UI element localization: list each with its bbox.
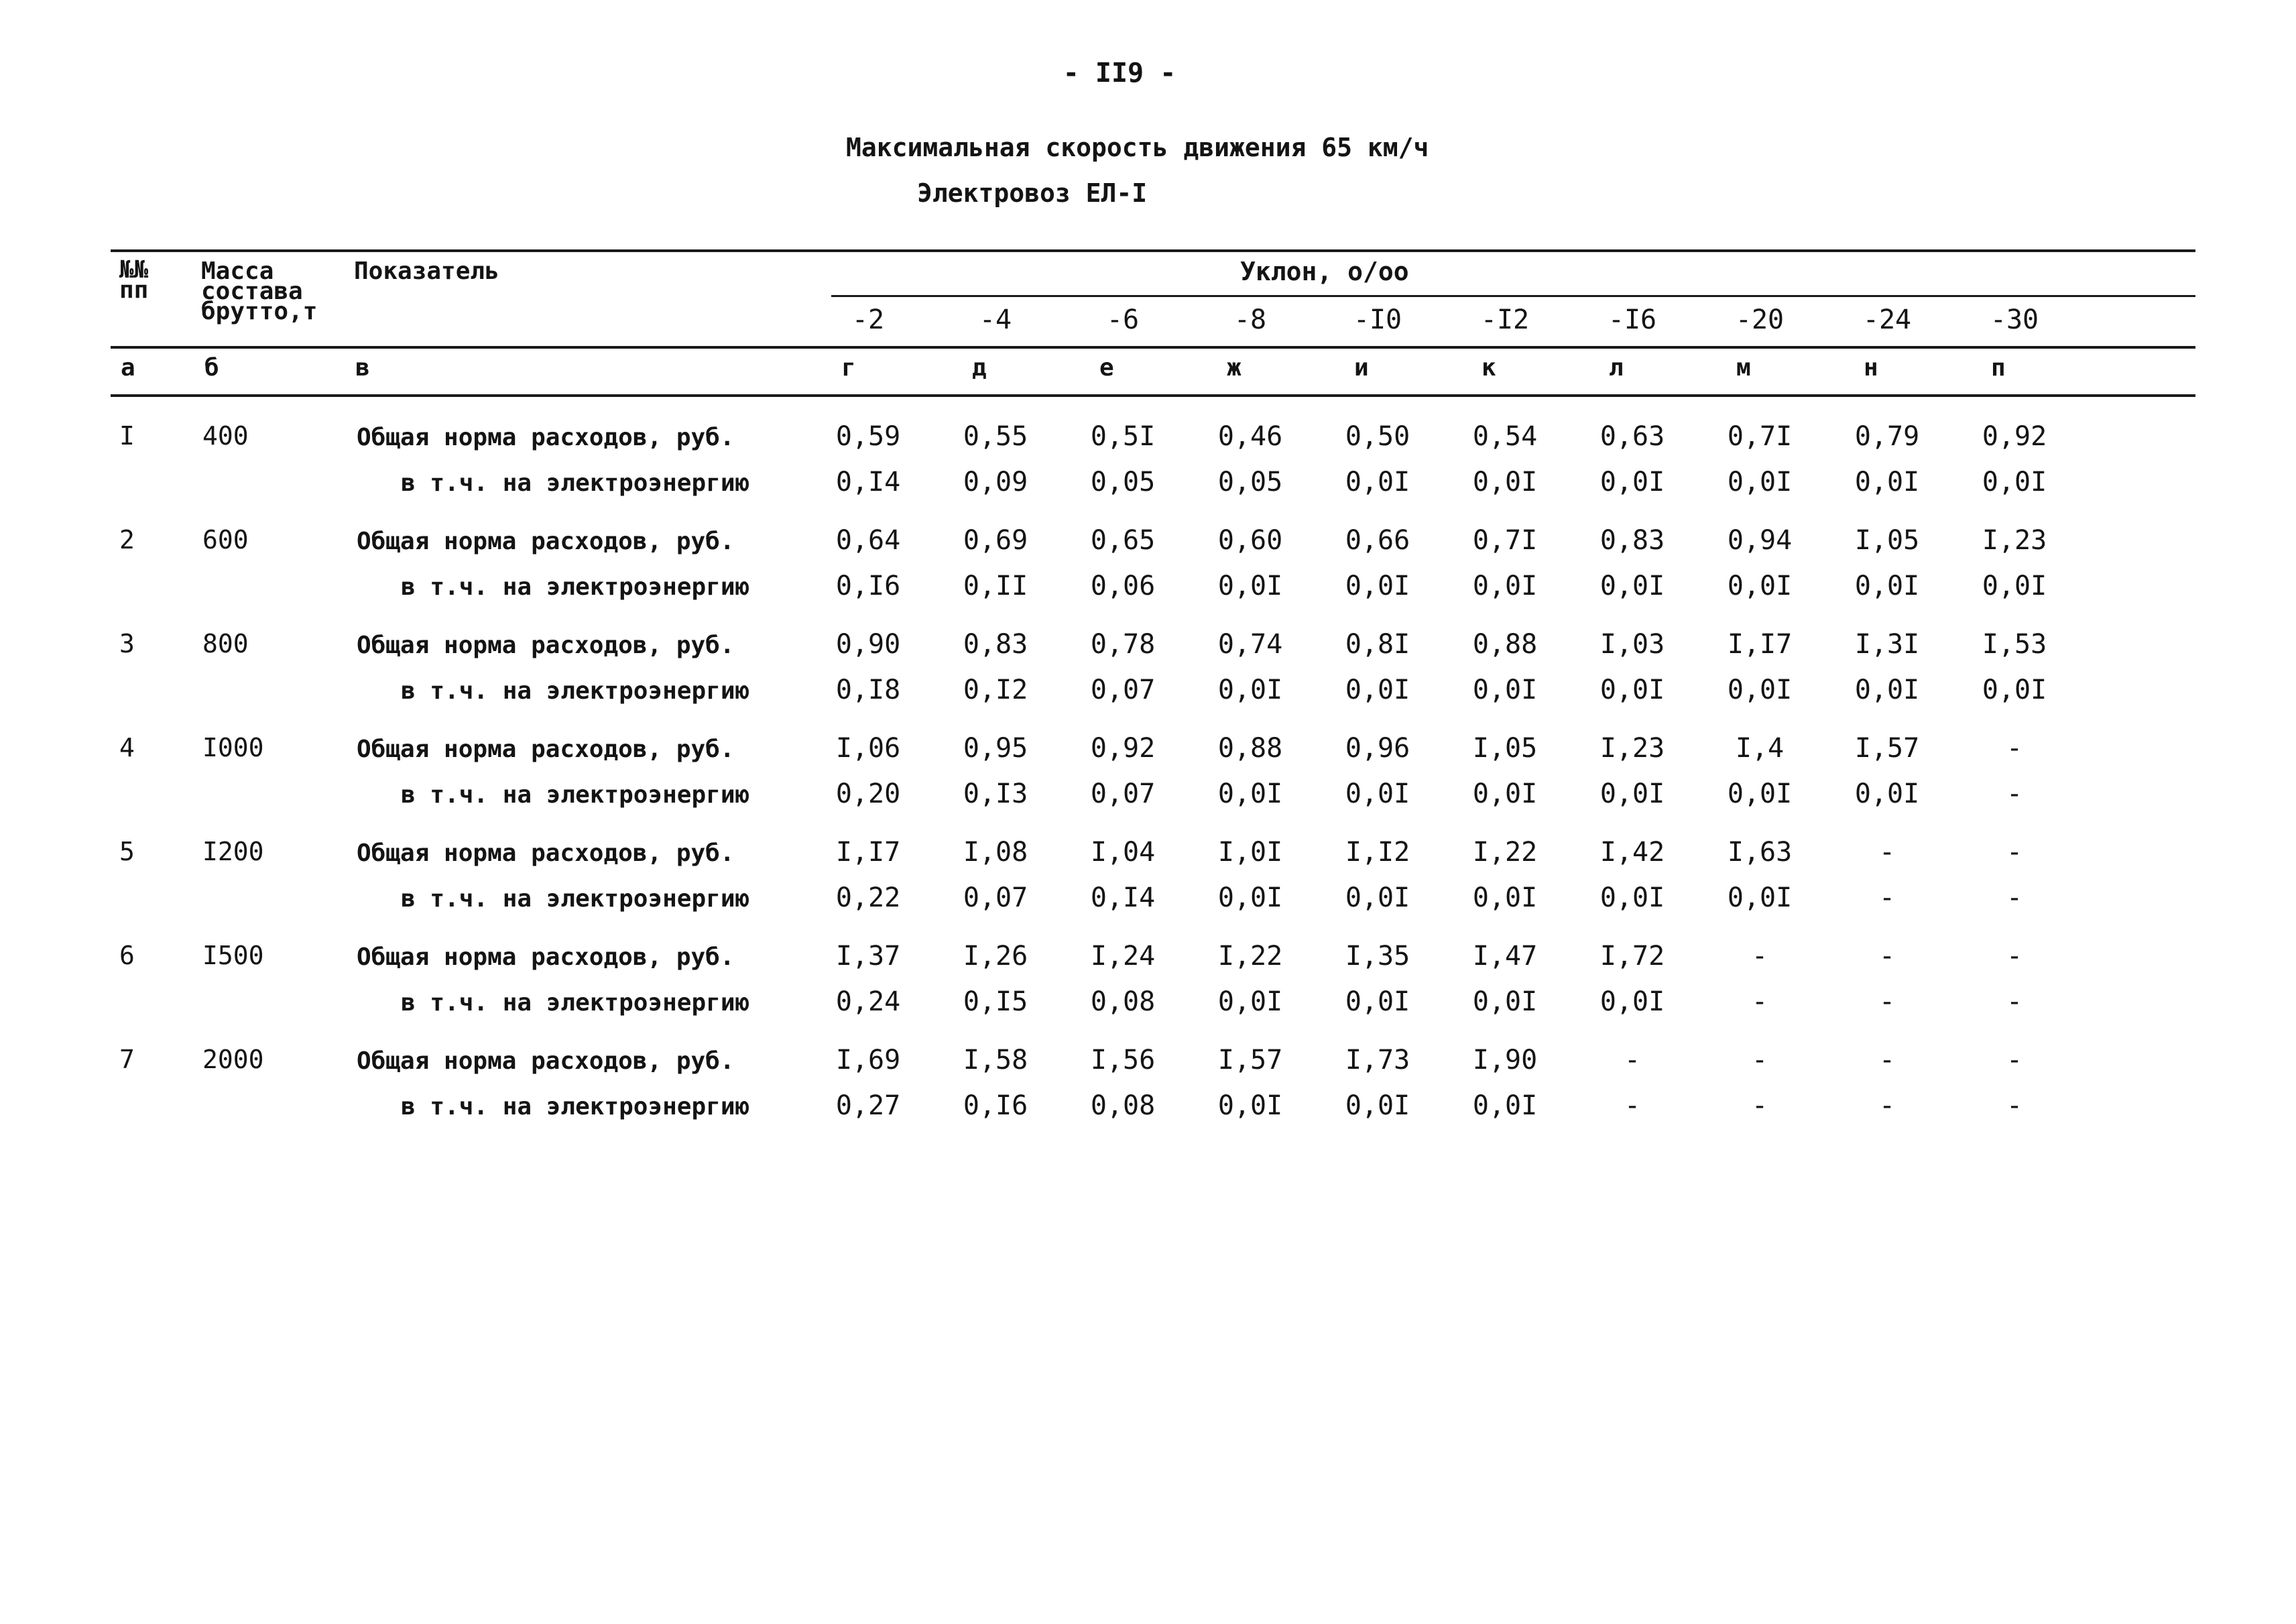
table-cell-electric: 0,07 [1090,675,1156,705]
column-letter-10: м [1736,354,1751,382]
row-number: I [119,421,135,451]
table-cell-total: I,24 [1090,941,1156,972]
slope-header-rule [831,295,2195,297]
table-cell-electric: 0,II [963,571,1028,601]
table-cell-total: I,47 [1472,941,1538,972]
column-letter-12: п [1991,354,2006,382]
table-cell-total: - [1624,1045,1641,1076]
slope-header-5: -I2 [1480,304,1530,335]
row-total-label: Общая норма расходов, руб. [357,528,735,555]
table-cell-electric: 0,0I [1854,467,1920,498]
row-mass: 400 [202,421,249,451]
row-electric-label: в т.ч. на электроэнергию [401,989,750,1017]
table-cell-electric: 0,0I [1472,1090,1538,1121]
table-cell-electric: 0,06 [1090,571,1156,601]
header-indicator: Показатель [354,257,499,285]
page-subtitle: Электровоз ЕЛ-I [917,178,1148,208]
table-cell-total: 0,7I [1472,525,1538,556]
table-cell-electric: 0,0I [1217,571,1283,601]
page-number: - II9 - [1063,58,1176,89]
slope-header-9: -30 [1990,304,2039,335]
row-mass: 600 [202,525,249,555]
table-cell-total: I,23 [1982,525,2047,556]
row-total-label: Общая норма расходов, руб. [357,424,735,451]
row-total-label: Общая норма расходов, руб. [357,632,735,659]
table-cell-electric: 0,0I [1345,986,1410,1017]
table-cell-total: I,69 [835,1045,901,1076]
table-cell-total: I,57 [1854,733,1920,764]
row-electric-label: в т.ч. на электроэнергию [401,781,750,809]
table-cell-electric: - [1878,1090,1896,1121]
table-cell-total: - [2006,1045,2023,1076]
table-cell-electric: - [1751,986,1768,1017]
table-cell-total: 0,54 [1472,421,1538,452]
slope-header-8: -24 [1862,304,1912,335]
table-cell-electric: - [1624,1090,1641,1121]
table-cell-total: 0,46 [1217,421,1283,452]
table-cell-total: - [2006,941,2023,972]
row-number: 6 [119,941,135,970]
table-cell-electric: 0,0I [1727,675,1793,705]
table-cell-electric: 0,05 [1217,467,1283,498]
column-letter-5: е [1099,354,1114,382]
slope-header-2: -6 [1106,304,1140,335]
table-cell-total: 0,63 [1599,421,1665,452]
row-electric-label: в т.ч. на электроэнергию [401,677,750,705]
table-cell-total: 0,55 [963,421,1028,452]
table-cell-total: 0,90 [835,629,901,660]
table-cell-electric: 0,0I [1217,986,1283,1017]
table-cell-total: I,I2 [1345,837,1410,868]
table-cell-total: 0,88 [1472,629,1538,660]
table-cell-total: I,35 [1345,941,1410,972]
table-cell-electric: 0,0I [1472,778,1538,809]
row-mass: 800 [202,629,249,658]
table-cell-total: 0,78 [1090,629,1156,660]
table-cell-total: I,37 [835,941,901,972]
row-number: 3 [119,629,135,658]
table-cell-electric: 0,0I [1599,882,1665,913]
table-cell-total: 0,8I [1345,629,1410,660]
column-letter-6: ж [1227,354,1242,382]
slope-header-6: -I6 [1608,304,1657,335]
table-cell-total: I,73 [1345,1045,1410,1076]
slope-header-1: -4 [979,304,1012,335]
table-cell-electric: 0,0I [1727,571,1793,601]
table-cell-electric: 0,09 [963,467,1028,498]
row-electric-label: в т.ч. на электроэнергию [401,469,750,497]
table-cell-electric: 0,0I [1599,571,1665,601]
table-cell-electric: 0,0I [1599,986,1665,1017]
table-cell-total: 0,96 [1345,733,1410,764]
slope-header-0: -2 [851,304,885,335]
table-cell-electric: 0,05 [1090,467,1156,498]
table-cell-electric: 0,22 [835,882,901,913]
table-cell-total: I,08 [963,837,1028,868]
table-cell-electric: 0,I4 [1090,882,1156,913]
table-cell-electric: 0,27 [835,1090,901,1121]
table-cell-total: I,22 [1217,941,1283,972]
table-cell-total: 0,94 [1727,525,1793,556]
table-cell-total: 0,95 [963,733,1028,764]
header-num: №№ пп [119,256,149,304]
row-mass: I500 [202,941,264,970]
table-cell-electric: 0,0I [1727,882,1793,913]
table-cell-electric: 0,0I [1217,675,1283,705]
row-mass: I000 [202,733,264,762]
column-letter-0: а [121,354,135,382]
table-cell-total: 0,64 [835,525,901,556]
table-cell-total: I,I7 [835,837,901,868]
table-cell-total: 0,7I [1727,421,1793,452]
table-cell-electric: 0,0I [1854,571,1920,601]
table-cell-total: I,3I [1854,629,1920,660]
table-cell-total: 0,79 [1854,421,1920,452]
table-cell-total: I,03 [1599,629,1665,660]
table-cell-total: I,57 [1217,1045,1283,1076]
table-cell-electric: 0,07 [1090,778,1156,809]
row-total-label: Общая норма расходов, руб. [357,736,735,763]
row-number: 2 [119,525,135,555]
row-total-label: Общая норма расходов, руб. [357,839,735,867]
table-cell-total: 0,5I [1090,421,1156,452]
table-cell-total: - [1751,1045,1768,1076]
column-letter-1: б [204,354,219,382]
table-cell-electric: 0,I2 [963,675,1028,705]
row-number: 7 [119,1045,135,1074]
row-total-label: Общая норма расходов, руб. [357,1047,735,1075]
table-cell-total: I,05 [1472,733,1538,764]
table-cell-electric: 0,0I [1727,467,1793,498]
header-bottom-rule [111,346,2195,349]
page-title: Максимальная скорость движения 65 км/ч [846,133,1429,162]
table-cell-total: I,22 [1472,837,1538,868]
table-cell-total: - [2006,733,2023,764]
table-cell-electric: 0,0I [1982,675,2047,705]
table-cell-total: 0,83 [963,629,1028,660]
table-cell-electric: 0,0I [1345,1090,1410,1121]
table-cell-total: I,23 [1599,733,1665,764]
row-electric-label: в т.ч. на электроэнергию [401,1093,750,1120]
table-cell-total: 0,92 [1090,733,1156,764]
row-electric-label: в т.ч. на электроэнергию [401,573,750,601]
table-cell-electric: 0,0I [1599,675,1665,705]
table-cell-total: I,06 [835,733,901,764]
table-cell-electric: 0,I6 [835,571,901,601]
row-number: 5 [119,837,135,866]
column-letter-11: н [1864,354,1878,382]
table-cell-electric: 0,0I [1599,778,1665,809]
table-cell-electric: 0,0I [1472,571,1538,601]
column-letter-2: в [355,354,370,382]
table-cell-total: I,53 [1982,629,2047,660]
table-cell-electric: 0,0I [1345,571,1410,601]
table-cell-total: - [1751,941,1768,972]
table-top-rule [111,249,2195,252]
table-cell-total: 0,59 [835,421,901,452]
table-cell-total: I,90 [1472,1045,1538,1076]
row-number: 4 [119,733,135,762]
table-cell-total: 0,74 [1217,629,1283,660]
table-cell-total: I,26 [963,941,1028,972]
row-total-label: Общая норма расходов, руб. [357,943,735,971]
table-cell-electric: - [1751,1090,1768,1121]
table-cell-total: I,58 [963,1045,1028,1076]
table-cell-total: I,56 [1090,1045,1156,1076]
table-cell-total: - [1878,837,1896,868]
header-mass: Масса состава брутто,т [201,257,318,325]
table-cell-electric: 0,0I [1982,571,2047,601]
table-cell-electric: - [2006,882,2023,913]
slope-header-7: -20 [1735,304,1785,335]
slope-header-4: -I0 [1353,304,1402,335]
table-cell-total: 0,60 [1217,525,1283,556]
table-cell-electric: 0,0I [1599,467,1665,498]
table-cell-total: 0,69 [963,525,1028,556]
table-cell-electric: 0,I8 [835,675,901,705]
table-cell-total: 0,65 [1090,525,1156,556]
table-cell-total: I,63 [1727,837,1793,868]
column-letter-7: и [1354,354,1369,382]
table-cell-electric: 0,20 [835,778,901,809]
row-mass: 2000 [202,1045,264,1074]
table-cell-total: I,05 [1854,525,1920,556]
header-slope: Уклон, о/оо [1240,257,1409,286]
table-cell-electric: 0,08 [1090,1090,1156,1121]
table-cell-electric: 0,0I [1345,467,1410,498]
column-letter-3: г [841,354,856,382]
table-cell-electric: 0,0I [1345,778,1410,809]
table-cell-electric: 0,0I [1217,882,1283,913]
table-cell-electric: 0,08 [1090,986,1156,1017]
table-cell-electric: 0,0I [1472,882,1538,913]
table-cell-total: 0,66 [1345,525,1410,556]
table-cell-total: 0,83 [1599,525,1665,556]
table-cell-electric: 0,0I [1345,882,1410,913]
table-cell-total: 0,50 [1345,421,1410,452]
table-cell-electric: 0,0I [1854,675,1920,705]
table-cell-electric: - [2006,778,2023,809]
letters-bottom-rule [111,394,2195,397]
column-letter-9: л [1609,354,1624,382]
table-cell-total: - [2006,837,2023,868]
table-cell-total: 0,92 [1982,421,2047,452]
table-cell-electric: 0,07 [963,882,1028,913]
table-cell-electric: 0,24 [835,986,901,1017]
table-cell-electric: 0,0I [1472,986,1538,1017]
row-electric-label: в т.ч. на электроэнергию [401,885,750,913]
table-cell-electric: 0,0I [1727,778,1793,809]
slope-header-3: -8 [1233,304,1267,335]
table-cell-total: 0,88 [1217,733,1283,764]
table-cell-electric: - [2006,1090,2023,1121]
table-cell-total: I,4 [1735,733,1785,764]
table-cell-total: I,I7 [1727,629,1793,660]
table-cell-total: I,72 [1599,941,1665,972]
column-letter-4: д [972,354,987,382]
table-cell-electric: 0,I3 [963,778,1028,809]
table-cell-electric: 0,0I [1217,1090,1283,1121]
table-cell-electric: 0,0I [1472,675,1538,705]
table-cell-total: I,04 [1090,837,1156,868]
table-cell-total: - [1878,941,1896,972]
table-cell-electric: 0,0I [1982,467,2047,498]
table-cell-electric: 0,0I [1854,778,1920,809]
table-cell-total: I,0I [1217,837,1283,868]
column-letter-8: к [1482,354,1496,382]
table-cell-electric: 0,I4 [835,467,901,498]
table-cell-electric: - [1878,986,1896,1017]
table-cell-electric: 0,I5 [963,986,1028,1017]
table-cell-electric: - [1878,882,1896,913]
table-cell-electric: 0,0I [1472,467,1538,498]
table-cell-electric: - [2006,986,2023,1017]
row-mass: I200 [202,837,264,866]
table-cell-total: - [1878,1045,1896,1076]
table-cell-electric: 0,0I [1217,778,1283,809]
table-cell-electric: 0,0I [1345,675,1410,705]
table-cell-total: I,42 [1599,837,1665,868]
table-cell-electric: 0,I6 [963,1090,1028,1121]
